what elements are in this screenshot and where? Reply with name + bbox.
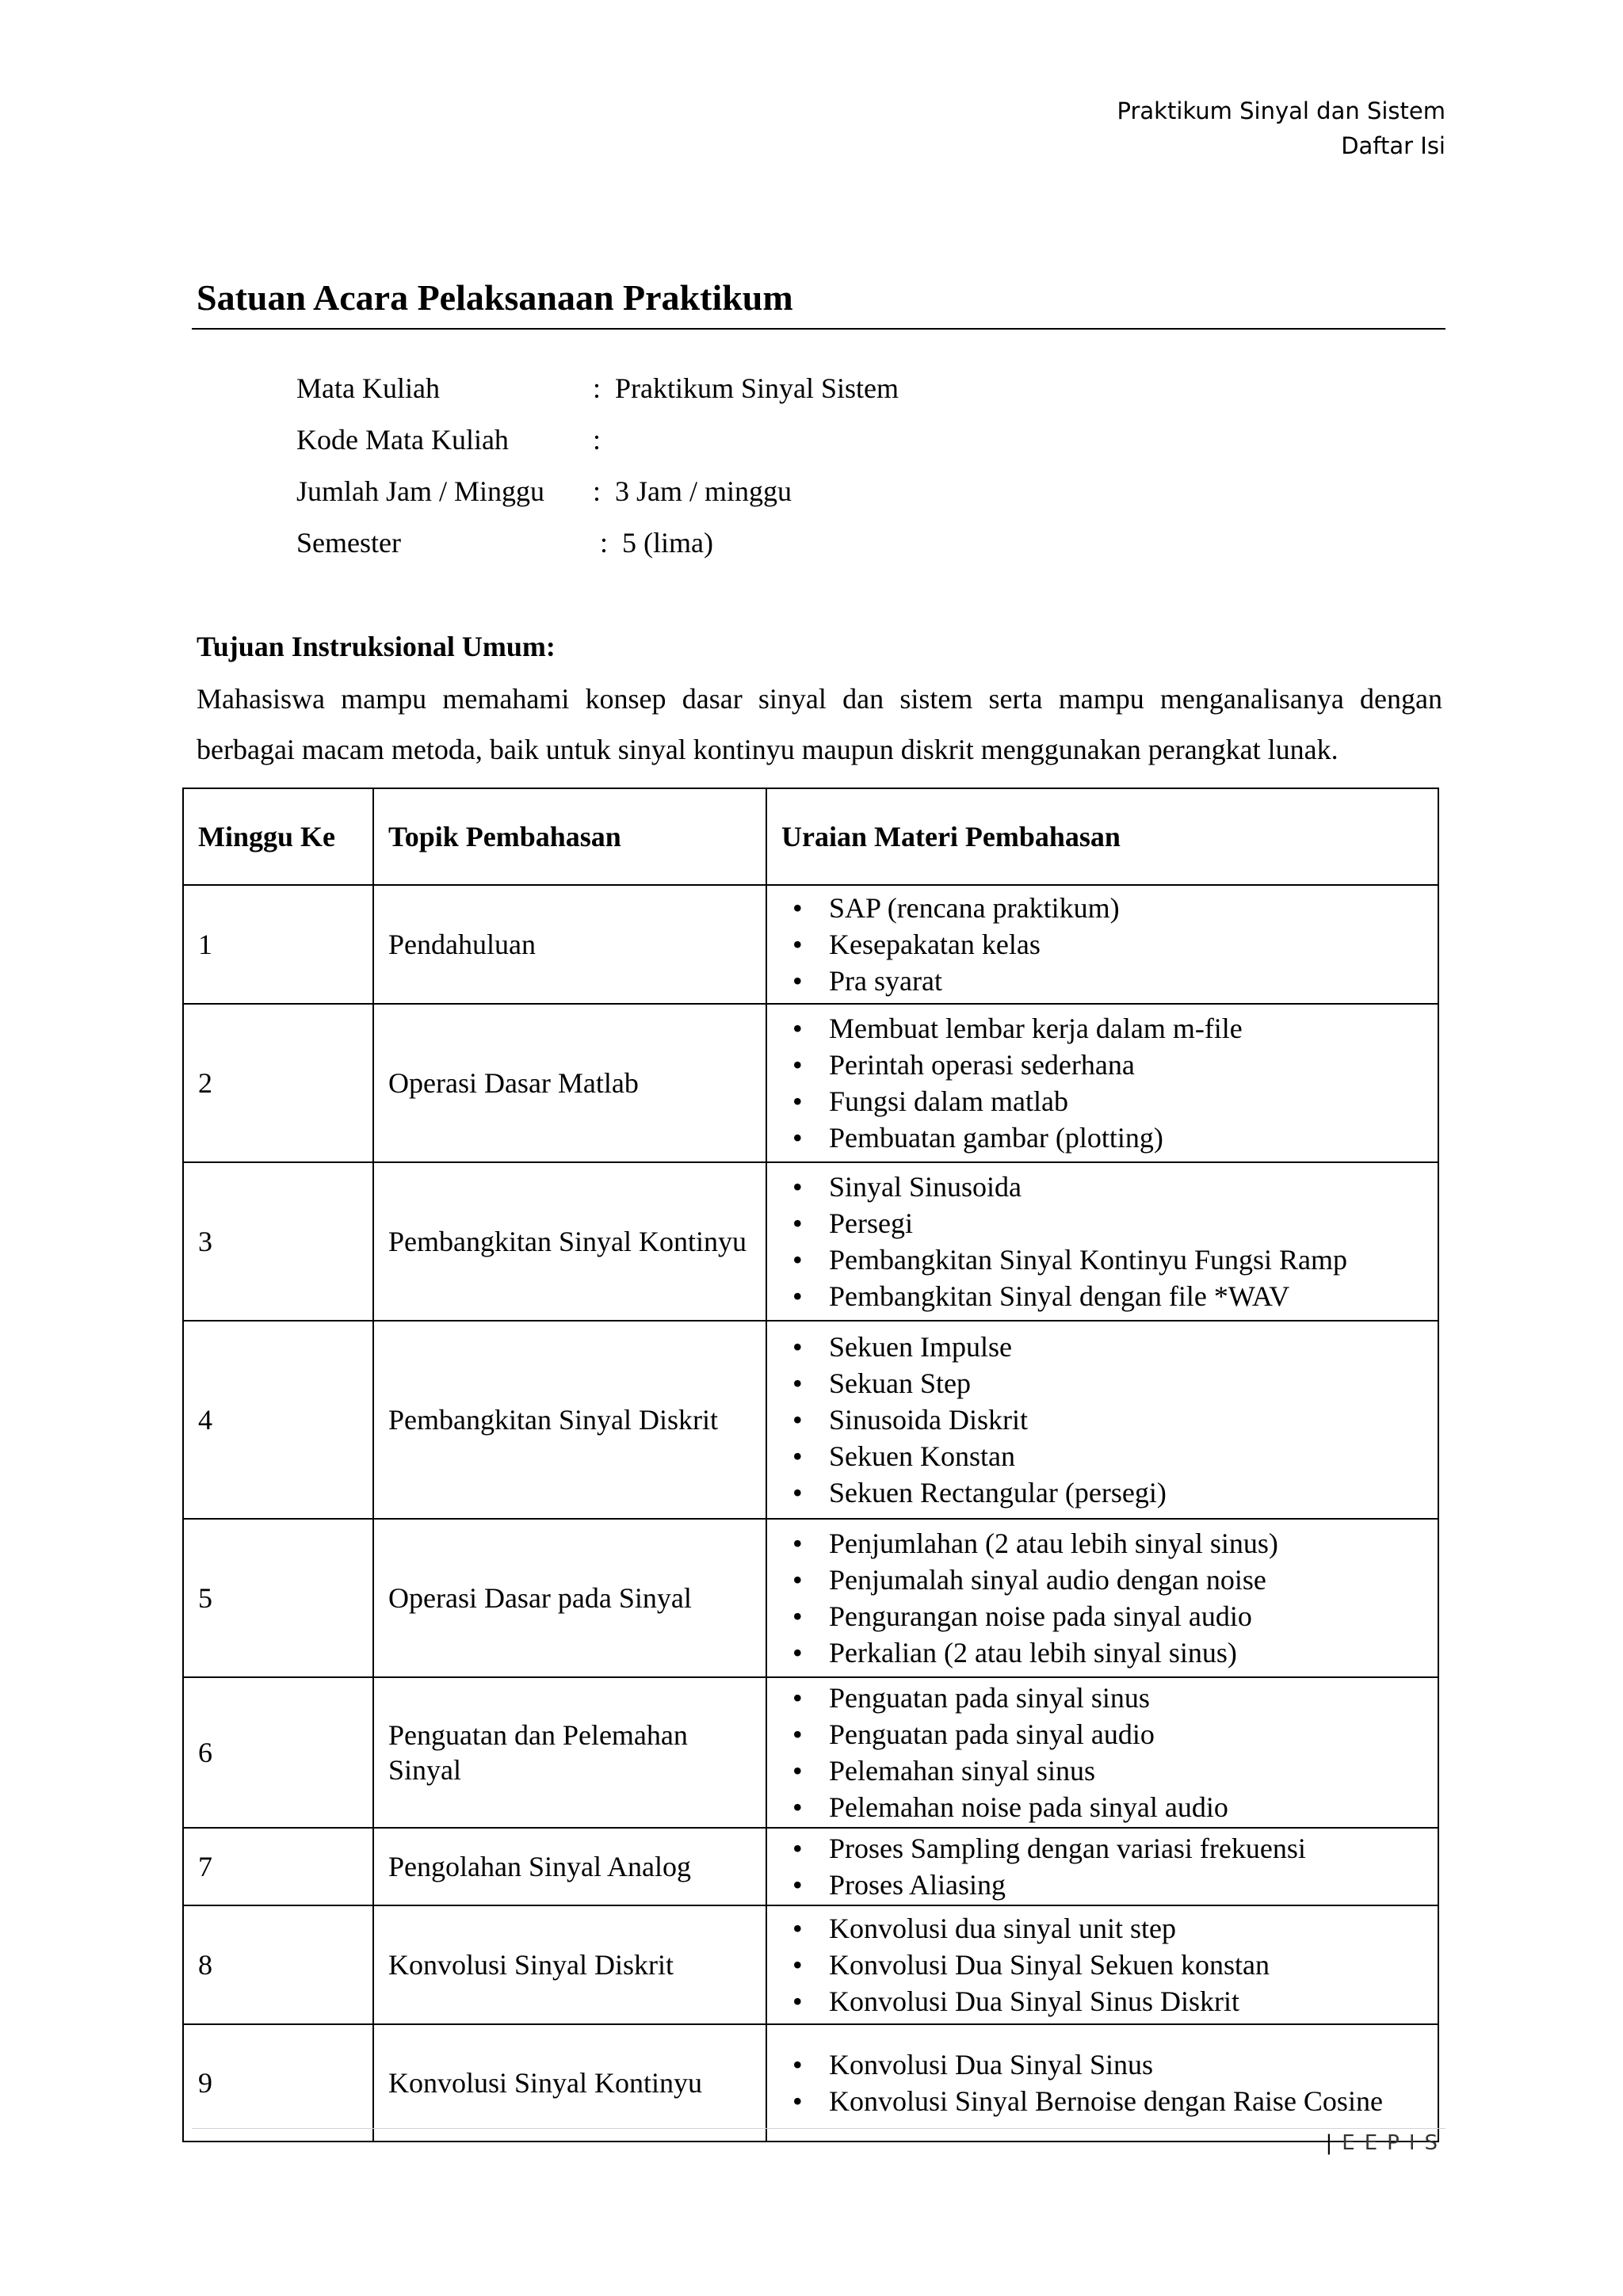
topic-cell: Penguatan dan Pelemahan Sinyal (373, 1677, 766, 1828)
list-item: • Penjumlahan (2 atau lebih sinyal sinus) (781, 1525, 1423, 1562)
material-cell (766, 1004, 1438, 1162)
footer-separator: | (1325, 2131, 1333, 2155)
list-item: • Pelemahan noise pada sinyal audio (781, 1789, 1423, 1825)
material-cell (766, 1519, 1438, 1677)
week-cell: 1 (183, 885, 373, 1004)
info-value: : 3 Jam / minggu (593, 475, 792, 507)
topic-cell: Konvolusi Sinyal Diskrit (373, 1905, 766, 2024)
list-item: • Pembangkitan Sinyal dengan file *WAV (781, 1278, 1423, 1314)
list-item: • Sinusoida Diskrit (781, 1402, 1423, 1438)
list-item: • Persegi (781, 1205, 1423, 1241)
material-list (781, 1169, 1423, 1314)
info-value: : (593, 424, 601, 456)
material-list (781, 1010, 1423, 1156)
list-item: • Sekuen Impulse (781, 1329, 1423, 1365)
list-item: • Sekuen Konstan (781, 1438, 1423, 1474)
header-course: Praktikum Sinyal dan Sistem (1117, 97, 1445, 124)
objective-heading: Tujuan Instruksional Umum: (197, 631, 556, 662)
material-list (781, 1830, 1423, 1903)
footer-divider (192, 2128, 1445, 2129)
page-footer (1326, 2131, 1447, 2155)
table-row (183, 1677, 1438, 1828)
table-row (183, 1828, 1438, 1905)
material-cell (766, 1321, 1438, 1519)
table-row (183, 1519, 1438, 1677)
list-item: • Pra syarat (781, 963, 1423, 999)
week-cell: 8 (183, 1905, 373, 2024)
column-header-week: Minggu Ke (183, 788, 373, 885)
header-section: Daftar Isi (1341, 132, 1445, 159)
info-value: : Praktikum Sinyal Sistem (593, 372, 899, 404)
material-list (781, 890, 1423, 999)
week-cell: 7 (183, 1828, 373, 1905)
list-item: • Konvolusi Dua Sinyal Sinus (781, 2046, 1423, 2083)
list-item: • SAP (rencana praktikum) (781, 890, 1423, 926)
material-cell (766, 2024, 1438, 2142)
week-cell: 3 (183, 1162, 373, 1321)
list-item: • Proses Sampling dengan variasi frekuensi (781, 1830, 1423, 1867)
topic-cell: Operasi Dasar Matlab (373, 1004, 766, 1162)
document-title: Satuan Acara Pelaksanaan Praktikum (197, 277, 793, 318)
list-item: • Pembuatan gambar (plotting) (781, 1119, 1423, 1156)
footer-text: EEPIS (1342, 2131, 1447, 2155)
running-header (1117, 93, 1445, 163)
info-label: Kode Mata Kuliah (296, 424, 509, 456)
list-item: • Kesepakatan kelas (781, 926, 1423, 963)
table-row (183, 1162, 1438, 1321)
material-cell (766, 1162, 1438, 1321)
list-item: • Pengurangan noise pada sinyal audio (781, 1598, 1423, 1634)
table-row (183, 885, 1438, 1004)
material-list (781, 1525, 1423, 1671)
title-divider (192, 328, 1445, 330)
material-cell (766, 1905, 1438, 2024)
info-label: Mata Kuliah (296, 372, 440, 404)
list-item: • Konvolusi Dua Sinyal Sinus Diskrit (781, 1983, 1423, 2019)
column-header-material: Uraian Materi Pembahasan (766, 788, 1438, 885)
topic-cell: Pendahuluan (373, 885, 766, 1004)
list-item: • Perintah operasi sederhana (781, 1047, 1423, 1083)
week-cell: 9 (183, 2024, 373, 2142)
list-item: • Penjumalah sinyal audio dengan noise (781, 1562, 1423, 1598)
topic-cell: Pembangkitan Sinyal Diskrit (373, 1321, 766, 1519)
info-value: : 5 (lima) (593, 527, 713, 559)
list-item: • Membuat lembar kerja dalam m-file (781, 1010, 1423, 1047)
list-item: • Proses Aliasing (781, 1867, 1423, 1903)
list-item: • Pelemahan sinyal sinus (781, 1753, 1423, 1789)
schedule-table (182, 788, 1439, 2142)
table-row (183, 1905, 1438, 2024)
material-cell (766, 1828, 1438, 1905)
column-header-topic: Topik Pembahasan (373, 788, 766, 885)
week-cell: 4 (183, 1321, 373, 1519)
info-label: Semester (296, 527, 401, 559)
material-list (781, 1910, 1423, 2019)
list-item: • Penguatan pada sinyal sinus (781, 1680, 1423, 1716)
material-cell (766, 1677, 1438, 1828)
list-item: • Sekuen Rectangular (persegi) (781, 1474, 1423, 1511)
info-label: Jumlah Jam / Minggu (296, 475, 544, 507)
material-cell (766, 885, 1438, 1004)
list-item: • Perkalian (2 atau lebih sinyal sinus) (781, 1634, 1423, 1671)
list-item: • Konvolusi Sinyal Bernoise dengan Raise Cosine (781, 2083, 1423, 2119)
material-list (781, 1680, 1423, 1825)
table-header-row (183, 788, 1438, 885)
material-list (781, 1329, 1423, 1511)
table-row (183, 1004, 1438, 1162)
list-item: • Sinyal Sinusoida (781, 1169, 1423, 1205)
topic-cell: Operasi Dasar pada Sinyal (373, 1519, 766, 1677)
list-item: • Konvolusi dua sinyal unit step (781, 1910, 1423, 1947)
objective-text: Mahasiswa mampu memahami konsep dasar sinyal dan sistem serta mampu menganalisanya dengan berbagai macam metoda, baik untuk sinyal kontinyu maupun diskrit menggunakan perangkat lunak. (197, 683, 1442, 765)
table-row (183, 2024, 1438, 2142)
week-cell: 6 (183, 1677, 373, 1828)
week-cell: 2 (183, 1004, 373, 1162)
topic-cell: Pengolahan Sinyal Analog (373, 1828, 766, 1905)
table-row (183, 1321, 1438, 1519)
material-list (781, 2046, 1423, 2119)
topic-cell: Konvolusi Sinyal Kontinyu (373, 2024, 766, 2142)
list-item: • Penguatan pada sinyal audio (781, 1716, 1423, 1753)
list-item: • Pembangkitan Sinyal Kontinyu Fungsi Ramp (781, 1241, 1423, 1278)
topic-cell: Pembangkitan Sinyal Kontinyu (373, 1162, 766, 1321)
list-item: • Konvolusi Dua Sinyal Sekuen konstan (781, 1947, 1423, 1983)
list-item: • Sekuan Step (781, 1365, 1423, 1402)
list-item: • Fungsi dalam matlab (781, 1083, 1423, 1119)
week-cell: 5 (183, 1519, 373, 1677)
